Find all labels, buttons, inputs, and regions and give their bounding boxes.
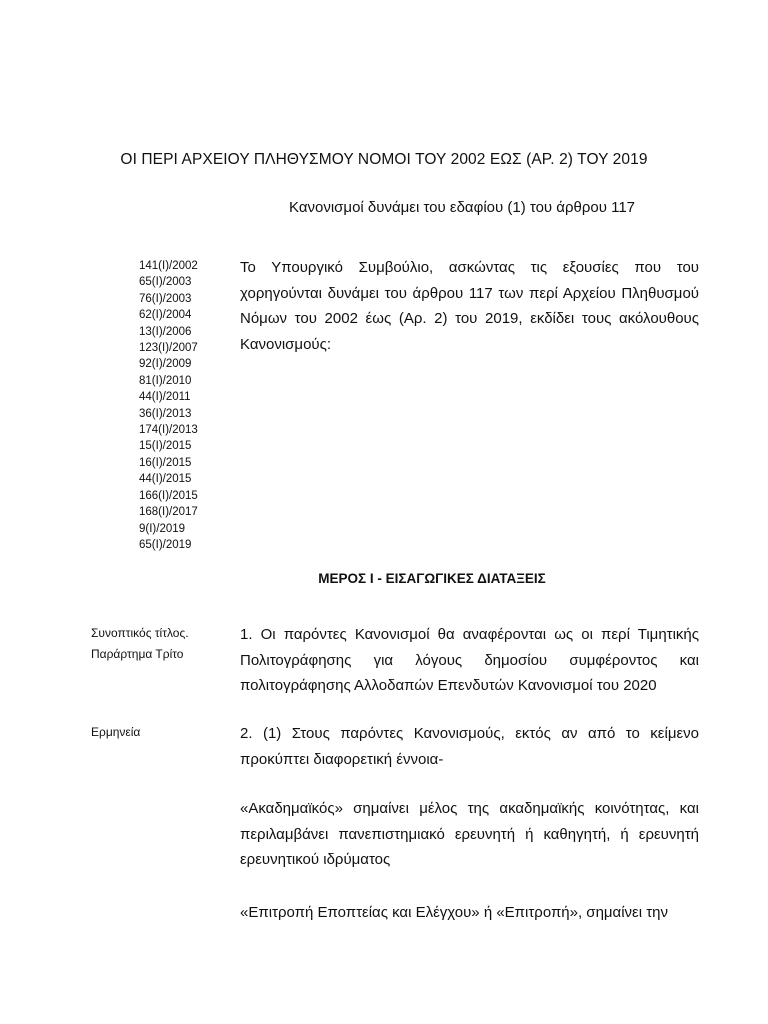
law-reference: 44(Ι)/2011	[139, 391, 191, 404]
margin-note-short-title: Συνοπτικός τίτλος.	[91, 626, 189, 640]
law-reference: 15(Ι)/2015	[139, 440, 192, 453]
part-heading: ΜΕΡΟΣ Ι - ΕΙΣΑΓΩΓΙΚΕΣ ΔΙΑΤΑΞΕΙΣ	[318, 571, 546, 586]
law-reference: 92(Ι)/2009	[139, 358, 192, 371]
law-reference: 81(Ι)/2010	[139, 374, 192, 387]
definition-committee: «Επιτροπή Εποπτείας και Ελέγχου» ή «Επιτροπή», σημαίνει την	[240, 904, 669, 921]
law-reference: 65(Ι)/2003	[139, 276, 192, 289]
regulation-2-paragraph: 2. (1) Στους παρόντες Κανονισμούς, εκτός αν από το κείμενο προκύπτει διαφορετική έννοια-	[240, 725, 699, 768]
law-references-list	[139, 258, 198, 553]
law-reference: 168(Ι)/2017	[139, 506, 198, 519]
law-reference: 65(Ι)/2019	[139, 538, 192, 551]
document-subtitle: Κανονισμοί δυνάμει του εδαφίου (1) του άρθρου 117	[289, 199, 636, 216]
preamble-paragraph: Το Υπουργικό Συμβούλιο, ασκώντας τις εξουσίες που του χορηγούνται δυνάμει του άρθρου 117 των περί Αρχείου Πληθυσμού Νόμων του 2002 έως (Αρ. 2) του 2019, εκδίδει τους ακόλουθους Κανονισμούς:	[240, 259, 699, 353]
law-reference: 76(Ι)/2003	[139, 292, 192, 305]
law-reference: 174(Ι)/2013	[139, 424, 198, 437]
margin-note-annex: Παράρτημα Τρίτο	[91, 647, 184, 661]
regulation-1-paragraph: 1. Οι παρόντες Κανονισμοί θα αναφέρονται ως οι περί Τιμητικής Πολιτογράφησης για λόγους δημοσίου συμφέροντος και πολιτογράφησης Αλλοδαπών Επενδυτών Κανονισμοί του 2020	[240, 626, 699, 694]
law-reference: 123(Ι)/2007	[139, 342, 198, 355]
law-reference: 141(Ι)/2002	[139, 260, 198, 272]
law-reference: 36(Ι)/2013	[139, 407, 192, 420]
law-reference: 9(Ι)/2019	[139, 522, 186, 535]
margin-note-interpretation: Ερμηνεία	[91, 725, 141, 739]
law-reference: 16(Ι)/2015	[139, 456, 192, 469]
law-reference: 62(Ι)/2004	[139, 309, 192, 322]
law-reference: 166(Ι)/2015	[139, 489, 198, 502]
document-title: ΟΙ ΠΕΡΙ ΑΡΧΕΙΟΥ ΠΛΗΘΥΣΜΟΥ ΝΟΜΟΙ ΤΟΥ 2002 ΕΩΣ (ΑΡ. 2) ΤΟΥ 2019	[120, 151, 648, 168]
definition-academic: «Ακαδημαϊκός» σημαίνει μέλος της ακαδημαϊκής κοινότητας, και περιλαμβάνει πανεπιστημιακό ερευνητή ή καθηγητή, ή ερευνητή ερευνητικού ιδρύματος	[240, 800, 699, 868]
law-reference: 44(Ι)/2015	[139, 473, 192, 486]
law-reference: 13(Ι)/2006	[139, 325, 192, 338]
